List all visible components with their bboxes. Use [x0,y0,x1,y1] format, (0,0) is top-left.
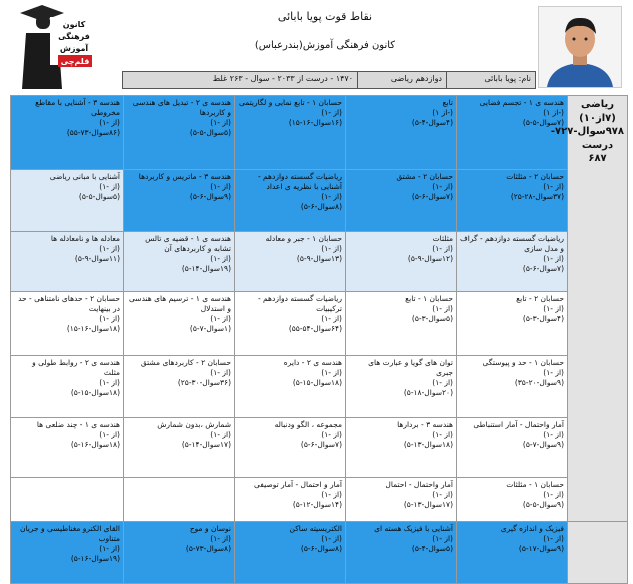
avatar [539,7,621,87]
student-grade: دوازدهم ریاضی [357,72,446,88]
topic-question-count: (۵سوال-۳-۵) [411,314,453,324]
topic-title: توان های گویا و عبارت های جبری [368,358,453,378]
topic-cell [11,96,124,170]
topic-question-count: (۸سوال-۶-۵) [300,202,342,212]
topic-question-count: (۸سوال-۷۳-۵) [185,544,231,554]
topic-title: هندسه ی ۲ - تبدیل های هندسی و کاربردها [132,98,231,118]
topic-mark: (از -۱) [321,490,342,500]
topic-cell [457,356,568,418]
topic-question-count: (۹سوال-۷-۵) [522,440,564,450]
topic-title: هندسه ی ۲ - دایره [283,358,342,367]
topic-cell [235,96,346,170]
topic-title: حسابان ۲ - مشتق [396,172,453,181]
topic-mark: (از -۱) [321,368,342,378]
topic-cell [346,478,457,522]
topic-mark: (از -۱) [99,182,120,192]
topic-cell [11,522,124,584]
topic-question-count: (۲۰سوال-۱۸-۵) [403,388,453,398]
topic-title: هندسه ی ۲ - روابط طولی و مثلث [32,358,120,378]
topic-mark: (از -۱) [543,304,564,314]
topic-question-count: (۴سوال-۴-۵) [411,118,453,128]
topic-title: هندسه ی ۱ - تجسم فضایی [479,98,564,107]
topic-cell [235,418,346,478]
svg-text:فرهنگی: فرهنگی [58,32,90,41]
topic-mark: (از -۱) [210,430,231,440]
topic-question-count: (۸سوال-۶-۵) [300,544,342,554]
logo [12,3,102,91]
topic-mark: (از -۱) [432,430,453,440]
topic-title: مثلثات [432,234,453,243]
topic-question-count: (۱سوال-۷-۵) [189,324,231,334]
topic-cell [11,478,124,522]
topic-title: حسابان ۲ - حدهای نامتناهی - حد در بینهایت [18,294,120,314]
topic-cell [124,356,235,418]
topic-title: ریاضیات گسسته دوازدهم - آشنایی با نظریه ی اعداد [257,172,342,192]
topic-cell [235,232,346,292]
topic-title: هندسه ۳ - آشنایی با مقاطع مخروطی [35,98,120,118]
topic-question-count: (۹سوال-۵-۵) [522,500,564,510]
topic-question-count: (۱۸سوال-۱۵-۵) [70,388,120,398]
topic-title: هندسه ۳ - بردارها [397,420,453,429]
topic-question-count: (۷سوال-۵-۵) [522,118,564,128]
topic-cell [457,418,568,478]
topic-cell [457,170,568,232]
topic-title: ریاضیات گسسته دوازدهم - گراف و مدل سازی [460,234,564,254]
topic-title: هندسه ۳ - ماتریس و کاربردها [138,172,231,181]
topic-question-count: (۱۱سوال-۹-۵) [74,254,120,264]
topic-mark: (از -۱) [321,534,342,544]
topic-title: معادله ها و نامعادله ها [50,234,120,243]
topic-cell [124,522,235,584]
topic-cell [124,418,235,478]
topic-title: حسابان ۱ - جبر و معادله [265,234,342,243]
topic-question-count: (۷سوال-۶-۵) [300,440,342,450]
topic-question-count: (۱۶سوال-۱۶-۱۵) [288,118,342,128]
topic-title: آمار واحتمال - احتمال [385,480,453,489]
topic-question-count: (۱۴سوال-۱۲-۵) [292,500,342,510]
topic-title: فیزیک و اندازه گیری [500,524,564,533]
svg-text:قلم‌چی: قلم‌چی [60,57,90,66]
topic-cell [235,292,346,356]
topic-mark: (از -۱) [543,368,564,378]
topic-title: هندسه ی ۱ - ترسیم های هندسی و استدلال [129,294,231,314]
student-summary: ۱۴۷۰ - درست از ۲۰۳۳ - سوال - ۲۶۳ غلط [212,74,353,83]
topic-mark: (از -۱) [210,118,231,128]
topic-title: ریاضیات گسسته دوازدهم - ترکیبیات [257,294,342,314]
topic-mark: (از -۱) [321,192,342,202]
topic-question-count: (۸۶سوال-۷۳-۵۵) [66,128,120,138]
topic-title: حسابان ۱ - تابع [405,294,453,303]
topic-title: آمار و احتمال - آمار توصیفی [254,480,342,489]
topic-mark: (از -۱) [543,490,564,500]
student-info-row [122,71,536,89]
table-row [11,232,628,292]
topic-mark: (از -۱) [432,490,453,500]
topic-question-count: (۱۸سوال-۱۵-۵) [292,378,342,388]
topic-cell [235,522,346,584]
topic-cell [124,232,235,292]
topic-mark: (از -۱) [210,368,231,378]
subject-label-physics [568,522,628,584]
topic-title: الکتریسیته ساکن [289,524,342,533]
topic-cell [235,478,346,522]
svg-text:کانون: کانون [62,20,86,29]
topic-cell [457,292,568,356]
topic-title: تابع [442,98,453,107]
topic-mark: (از -۱) [99,430,120,440]
table-row [11,170,628,232]
topic-mark: (از -۱) [210,182,231,192]
topic-question-count: (۶۴سوال-۵۴-۵۵) [288,324,342,334]
topic-question-count: (۱۹سوال-۱۶-۵) [70,554,120,564]
topic-question-count: (۹سوال-۲۰-۳۵) [514,378,564,388]
topic-mark: (از -۱) [543,534,564,544]
topic-mark: (از -۱) [210,254,231,264]
topic-mark: (از -۱) [99,314,120,324]
table-row [11,356,628,418]
topic-mark: (از -۱) [99,118,120,128]
topic-mark: (از -۱) [432,534,453,544]
topic-question-count: (۱۸سوال-۱۶-۱۵) [66,324,120,334]
topic-title: حسابان ۱ - مثلثات [506,480,564,489]
topic-mark: (از -۱) [432,378,453,388]
topic-title: شمارش ،بدون شمارش [157,420,231,429]
logo-graphic [12,3,102,91]
topic-title: نوسان و موج [189,524,231,533]
topic-cell [346,170,457,232]
table-row [11,418,628,478]
topic-mark: (از -۱) [321,244,342,254]
topic-mark: (از -۱) [99,244,120,254]
student-photo [538,6,622,88]
topic-mark: (-از ۱) [432,108,453,118]
page-subtitle: کانون فرهنگی آموزش(بندرعباس) [254,40,396,51]
topic-question-count: (۱۷سوال-۱۳-۵) [403,500,453,510]
topic-cell [346,292,457,356]
topic-question-count: (۹سوال-۱۷-۵) [518,544,564,554]
topic-title: هندسه ی ۱ - قضیه ی تالس تشابه و کاربردهای آن [145,234,231,254]
topic-question-count: (۹سوال-۶-۵) [189,192,231,202]
table-row [11,478,628,522]
topic-mark: (از -۱) [99,544,120,554]
topic-title: حسابان ۲ - تابع [516,294,564,303]
topic-mark: (از -۱) [321,430,342,440]
topic-title: آمار واحتمال - آمار استنباطی [473,420,564,429]
topic-title: حسابان ۱ - تابع نمایی و لگاریتمی [239,98,342,107]
topic-question-count: (۷سوال-۶-۵) [411,192,453,202]
topic-question-count: (۱۸سوال-۱۳-۵) [403,440,453,450]
topic-cell [346,356,457,418]
topic-question-count: (۱۲سوال-۹-۵) [407,254,453,264]
topic-question-count: (۳۷سوال-۲۸-۲۵) [510,192,564,202]
topic-title: آشنایی با فیزیک هسته ای [374,524,453,533]
topic-mark: (از -۱) [321,314,342,324]
topic-cell [124,292,235,356]
topic-mark: (از -۱) [210,314,231,324]
topic-cell [346,232,457,292]
topic-title: حسابان ۲ - مثلثات [506,172,564,181]
topic-question-count: (۱۷سوال-۱۴-۵) [181,440,231,450]
topic-cell [457,522,568,584]
topic-mark: (از -۱) [543,430,564,440]
topic-cell [11,418,124,478]
topic-cell [457,232,568,292]
topic-cell [124,170,235,232]
topic-cell [346,96,457,170]
topic-question-count: (۳۶سوال-۳۰-۲۵) [177,378,231,388]
table-row [11,292,628,356]
table-row [11,522,628,584]
page-title: نقاط قوت پویا بابائی [277,10,373,23]
topic-cell [11,232,124,292]
svg-text:آموزش: آموزش [59,44,89,53]
topic-cell [11,170,124,232]
topic-cell [11,292,124,356]
table-row [11,96,628,170]
topic-cell [235,170,346,232]
topic-mark: (از -۱) [543,182,564,192]
topic-question-count: (۵سوال-۵-۵) [189,128,231,138]
topic-title: حسابان ۱ - حد و پیوستگی [482,358,564,367]
topic-title: القای الکترو مغناطیسی و جریان متناوب [19,524,120,544]
topic-cell [11,356,124,418]
topic-cell [457,478,568,522]
topic-title: مجموعه ، الگو ودنباله [274,420,342,429]
topic-question-count: (۵سوال-۴-۵) [411,544,453,554]
topic-mark: (از -۱) [432,304,453,314]
topic-question-count: (۵سوال-۵-۵) [78,192,120,202]
topic-mark: (از -۱) [99,378,120,388]
topic-question-count: (۱۹سوال-۱۴-۵) [181,264,231,274]
topic-cell [346,418,457,478]
topic-mark: (-از ۱) [543,108,564,118]
topic-question-count: (۱۸سوال-۱۶-۵) [70,440,120,450]
topic-question-count: (۱۳سوال-۹-۵) [296,254,342,264]
topic-cell [124,478,235,522]
topic-title: آشنایی با مبانی ریاضی [49,172,120,181]
topic-mark: (از -۱) [321,108,342,118]
topic-question-count: (۴سوال-۳-۵) [522,314,564,324]
topic-mark: (از -۱) [210,534,231,544]
topic-cell [124,96,235,170]
topic-cell [235,356,346,418]
subject-label-math: ریاضی (۷از۱۰) ۹۷۸سوال-۷۲۷-درست ۶۸۷ [568,96,628,522]
topic-mark: (از -۱) [543,254,564,264]
strengths-table [10,95,628,584]
topic-title: حسابان ۲ - کاربردهای مشتق [140,358,231,367]
topic-question-count: (۷سوال-۶-۵) [522,264,564,274]
student-name: نام: پویا بابائی [446,72,535,88]
topic-mark: (از -۱) [432,244,453,254]
topic-mark: (از -۱) [432,182,453,192]
topic-cell [346,522,457,584]
topic-title: هندسه ی ۱ - چند ضلعی ها [36,420,120,429]
